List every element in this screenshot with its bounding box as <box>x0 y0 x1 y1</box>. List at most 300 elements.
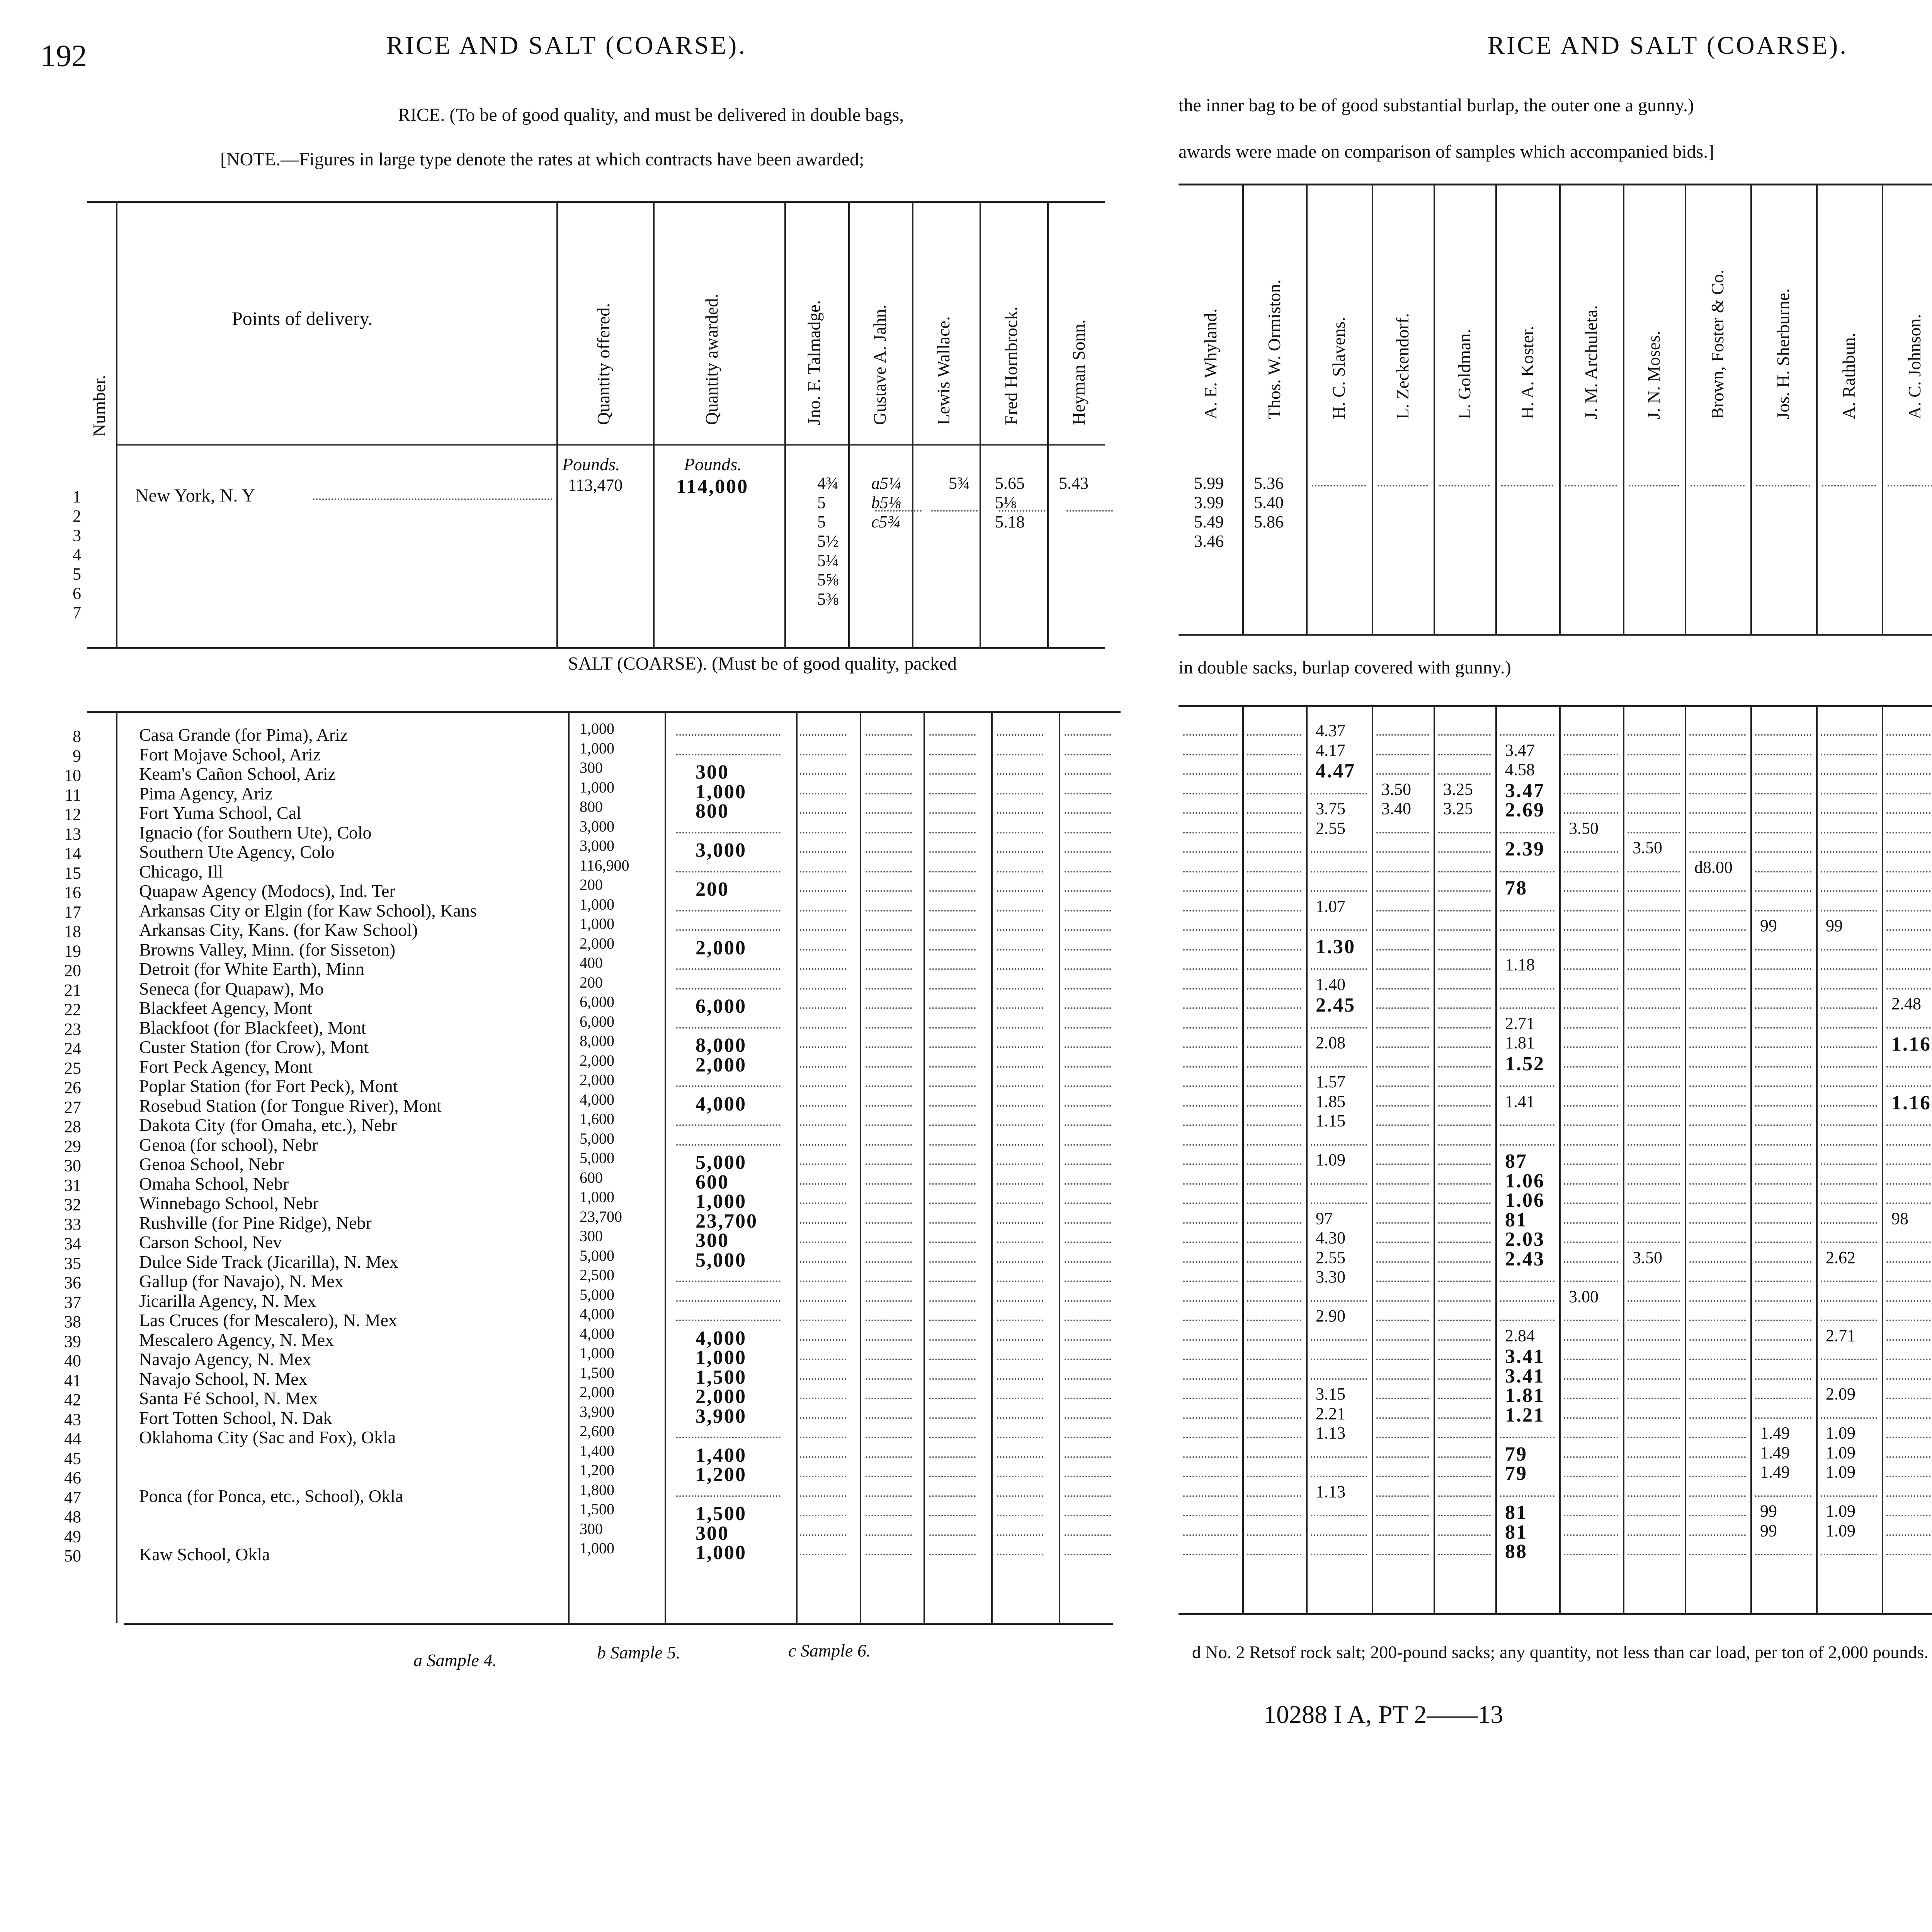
leader-dots <box>676 1085 781 1087</box>
johnson-bid: 1.16 <box>1891 1092 1931 1114</box>
leader-dots <box>1500 910 1554 912</box>
leader-dots <box>1500 929 1554 931</box>
leader-dots <box>1438 1534 1491 1536</box>
quantity-offered: 1,000 <box>580 1188 614 1206</box>
leader-dots <box>1376 1359 1429 1360</box>
leader-dots <box>1065 1202 1111 1204</box>
leader-dots <box>997 1105 1043 1107</box>
leader-dots <box>1438 1183 1491 1185</box>
leader-dots <box>1501 485 1553 486</box>
leader-dots <box>1183 1554 1238 1555</box>
koster-bid: 2.03 <box>1505 1228 1545 1250</box>
whyland-bid: 3.99 <box>1194 493 1224 512</box>
leader-dots <box>1438 1554 1491 1555</box>
talmadge-bid: 5⅝ <box>817 570 838 589</box>
row-number: 35 <box>64 1253 81 1273</box>
quantity-awarded: 300 <box>696 1522 729 1544</box>
left-col-rule-rice <box>848 201 850 647</box>
leader-dots <box>1564 1554 1618 1555</box>
leader-dots <box>1628 1027 1680 1029</box>
leader-dots <box>1564 1534 1618 1536</box>
leader-dots <box>1628 910 1680 912</box>
leader-dots <box>1564 1378 1618 1380</box>
col-right-header: L. Zeckendorf. <box>1393 313 1412 419</box>
leader-dots <box>1564 1085 1618 1087</box>
leader-dots <box>1628 773 1680 775</box>
leader-dots <box>1564 1007 1618 1009</box>
leader-dots <box>1183 1144 1238 1146</box>
point-of-delivery: Rushville (for Pine Ridge), Nebr <box>139 1213 372 1233</box>
row-number: 41 <box>64 1371 81 1390</box>
leader-dots <box>1886 1183 1932 1185</box>
col-right-header: Jos. H. Sherburne. <box>1773 288 1793 419</box>
koster-bid: 81 <box>1505 1209 1527 1231</box>
leader-dots <box>1689 812 1746 814</box>
leader-dots <box>1755 1495 1811 1497</box>
koster-bid: 2.71 <box>1505 1014 1535 1033</box>
point-of-delivery: Southern Ute Agency, Colo <box>139 842 335 862</box>
left-col-rule-rice <box>556 201 558 647</box>
leader-dots <box>1886 1027 1932 1029</box>
leader-dots <box>1755 1027 1811 1029</box>
leader-dots <box>866 1242 912 1243</box>
leader-dots <box>800 1495 846 1497</box>
leader-dots <box>997 1476 1043 1477</box>
leader-dots <box>929 1163 976 1165</box>
leader-dots <box>1183 1339 1238 1341</box>
leader-dots <box>866 1320 912 1321</box>
leader-dots <box>866 1554 912 1555</box>
row-number: 1 <box>73 487 81 506</box>
leader-dots <box>997 793 1043 794</box>
leader-dots <box>1821 754 1877 755</box>
leader-dots <box>1755 851 1811 853</box>
leader-dots <box>1183 773 1238 775</box>
col-right-header: H. C. Slavens. <box>1329 317 1349 419</box>
leader-dots <box>1564 1339 1618 1341</box>
leader-dots <box>997 1417 1043 1419</box>
leader-dots <box>1438 949 1491 951</box>
leader-dots <box>800 1124 846 1126</box>
leader-dots <box>1821 793 1877 794</box>
leader-dots <box>1628 1242 1680 1243</box>
leader-dots <box>1690 485 1745 486</box>
row-number: 42 <box>64 1390 81 1409</box>
left-col-rule-rice <box>980 201 981 647</box>
leader-dots <box>1183 1202 1238 1204</box>
leader-dots <box>1311 1359 1367 1360</box>
row-number: 14 <box>64 844 81 863</box>
leader-dots <box>1755 1261 1811 1263</box>
leader-dots <box>1886 734 1932 736</box>
leader-dots <box>866 812 912 814</box>
leader-dots <box>800 1437 846 1438</box>
quantity-awarded: 3,900 <box>696 1405 747 1427</box>
leader-dots <box>929 1554 976 1555</box>
leader-dots <box>1689 1300 1746 1302</box>
leader-dots <box>1564 1515 1618 1516</box>
leader-dots <box>997 1320 1043 1321</box>
leader-dots <box>1689 1027 1746 1029</box>
talmadge-bid: 4¾ <box>817 474 838 493</box>
leader-dots <box>866 1144 912 1146</box>
leader-dots <box>1438 1339 1491 1341</box>
rath-bid: 2.62 <box>1826 1248 1855 1267</box>
right-rice-note: the inner bag to be of good substantial burlap, the outer one a gunny.) <box>1179 95 1694 116</box>
left-running-head: RICE AND SALT (COARSE). <box>386 31 747 60</box>
leader-dots <box>1438 1105 1491 1107</box>
leader-dots <box>1886 1124 1932 1126</box>
leader-dots <box>1247 1027 1301 1029</box>
leader-dots <box>800 1359 846 1360</box>
left-header-rule <box>116 444 1105 446</box>
leader-dots <box>1886 1261 1932 1263</box>
leader-dots <box>1311 1476 1367 1477</box>
slavens-bid: 4.37 <box>1316 721 1345 740</box>
leader-dots <box>1065 929 1111 931</box>
whyland-bid: 3.46 <box>1194 532 1224 551</box>
whyland-bid: 5.99 <box>1194 474 1224 493</box>
leader-dots <box>997 1242 1043 1243</box>
leader-dots <box>997 1515 1043 1516</box>
leader-dots <box>1755 1222 1811 1224</box>
leader-dots <box>1311 1534 1367 1536</box>
leader-dots <box>313 498 553 500</box>
leader-dots <box>929 734 976 736</box>
point-of-delivery: Detroit (for White Earth), Minn <box>139 959 364 979</box>
leader-dots <box>1376 1183 1429 1185</box>
koster-bid: 3.41 <box>1505 1345 1545 1367</box>
leader-dots <box>1628 1398 1680 1399</box>
leader-dots <box>1886 988 1932 990</box>
point-of-delivery: Genoa School, Nebr <box>139 1154 284 1174</box>
leader-dots <box>1755 871 1811 872</box>
leader-dots <box>929 1456 976 1458</box>
koster-bid: 1.06 <box>1505 1189 1545 1211</box>
leader-dots <box>997 734 1043 736</box>
leader-dots <box>1247 1281 1301 1282</box>
leader-dots <box>1821 1085 1877 1087</box>
left-bottom-rule <box>124 1623 1113 1625</box>
leader-dots <box>997 871 1043 872</box>
row-number: 3 <box>73 526 81 545</box>
right-col-rule-salt <box>1495 705 1497 1613</box>
leader-dots <box>1886 910 1932 912</box>
point-of-delivery: Ignacio (for Southern Ute), Colo <box>139 822 372 842</box>
leader-dots <box>1376 1046 1429 1048</box>
leader-dots <box>1376 890 1429 892</box>
quantity-offered: 200 <box>580 876 603 893</box>
point-of-delivery: Keam's Cañon School, Ariz <box>139 764 336 784</box>
leader-dots <box>1438 1320 1491 1321</box>
leader-dots <box>1564 1281 1618 1282</box>
quantity-offered: 4,000 <box>580 1305 614 1323</box>
leader-dots <box>1564 968 1618 970</box>
leader-dots <box>929 949 976 951</box>
leader-dots <box>1247 949 1301 951</box>
row-number: 45 <box>64 1449 81 1468</box>
col-talmadge: Jno. F. Talmadge. <box>804 300 824 425</box>
leader-dots <box>997 1183 1043 1185</box>
koster-bid: 2.39 <box>1505 838 1545 860</box>
leader-dots <box>1821 1495 1877 1497</box>
leader-dots <box>1065 1066 1111 1068</box>
point-of-delivery: Dakota City (for Omaha, etc.), Nebr <box>139 1115 397 1135</box>
row-number: 12 <box>64 805 81 824</box>
leader-dots <box>676 754 781 755</box>
leader-dots <box>1821 1202 1877 1204</box>
leader-dots <box>1628 793 1680 794</box>
quantity-awarded: 3,000 <box>696 839 747 861</box>
leader-dots <box>1821 949 1877 951</box>
leader-dots <box>1628 1300 1680 1302</box>
wallace-bid: 5¾ <box>949 474 970 493</box>
leader-dots <box>866 1105 912 1107</box>
zeck-bid: 3.40 <box>1381 799 1411 818</box>
leader-dots <box>997 890 1043 892</box>
row-number: 17 <box>64 902 81 922</box>
leader-dots <box>1438 1300 1491 1302</box>
leader-dots <box>800 949 846 951</box>
leader-dots <box>1755 1163 1811 1165</box>
col-right-header: J. M. Archuleta. <box>1581 305 1601 419</box>
leader-dots <box>1564 1437 1618 1438</box>
leader-dots <box>1247 1183 1301 1185</box>
leader-dots <box>929 812 976 814</box>
leader-dots <box>1311 1456 1367 1458</box>
slavens-bid: 1.30 <box>1316 935 1355 958</box>
leader-dots <box>997 929 1043 931</box>
leader-dots <box>1065 734 1111 736</box>
leader-dots <box>866 1456 912 1458</box>
point-of-delivery: Fort Peck Agency, Mont <box>139 1056 313 1077</box>
ormiston-bid: 5.40 <box>1254 493 1284 512</box>
row-number: 34 <box>64 1234 81 1253</box>
leader-dots <box>1564 793 1618 794</box>
leader-dots <box>866 1417 912 1419</box>
leader-dots <box>866 1183 912 1185</box>
quantity-offered: 23,700 <box>580 1208 622 1225</box>
point-of-delivery: Poplar Station (for Fort Peck), Mont <box>139 1076 398 1096</box>
leader-dots <box>1500 988 1554 990</box>
leader-dots <box>1821 1359 1877 1360</box>
footnote-d: d No. 2 Retsof rock salt; 200-pound sacks; any quantity, not less than car load, per ton of 2,000 pounds. <box>1192 1642 1929 1662</box>
leader-dots <box>800 1085 846 1087</box>
quantity-offered: 1,200 <box>580 1461 614 1479</box>
leader-dots <box>997 1066 1043 1068</box>
leader-dots <box>1821 1124 1877 1126</box>
leader-dots <box>997 1437 1043 1438</box>
leader-dots <box>1689 1085 1746 1087</box>
leader-dots <box>1311 851 1367 853</box>
leader-dots <box>1821 910 1877 912</box>
leader-dots <box>676 871 781 872</box>
leader-dots <box>1886 1378 1932 1380</box>
leader-dots <box>997 754 1043 755</box>
quantity-offered: 6,000 <box>580 993 614 1010</box>
leader-dots <box>1689 1124 1746 1126</box>
leader-dots <box>800 1242 846 1243</box>
leader-dots <box>1376 1222 1429 1224</box>
leader-dots <box>1755 1417 1811 1419</box>
leader-dots <box>1755 793 1811 794</box>
slavens-bid: 2.21 <box>1316 1404 1345 1423</box>
leader-dots <box>1311 1300 1367 1302</box>
leader-dots <box>1065 1144 1111 1146</box>
leader-dots <box>1376 1300 1429 1302</box>
leader-dots <box>929 1242 976 1243</box>
leader-dots <box>1564 1046 1618 1048</box>
quantity-offered: 5,000 <box>580 1129 614 1147</box>
leader-dots <box>1247 1066 1301 1068</box>
leader-dots <box>1500 1085 1554 1087</box>
quantity-awarded: 2,000 <box>696 1386 747 1408</box>
leader-dots <box>1821 1281 1877 1282</box>
leader-dots <box>1755 1105 1811 1107</box>
leader-dots <box>1755 1242 1811 1243</box>
leader-dots <box>997 1554 1043 1555</box>
leader-dots <box>866 1339 912 1341</box>
leader-dots <box>929 871 976 872</box>
leader-dots <box>1376 1554 1429 1555</box>
leader-dots <box>929 754 976 755</box>
leader-dots <box>1886 773 1932 775</box>
quantity-offered: 600 <box>580 1168 603 1186</box>
footnote-c: c Sample 6. <box>788 1641 871 1660</box>
koster-bid: 2.43 <box>1505 1248 1545 1270</box>
leader-dots <box>1755 1066 1811 1068</box>
leader-dots <box>1065 1359 1111 1360</box>
quantity-offered: 1,400 <box>580 1442 614 1459</box>
point-of-delivery: Rosebud Station (for Tongue River), Mont <box>139 1095 442 1116</box>
slavens-bid: 4.17 <box>1316 740 1345 760</box>
point-of-delivery: Pima Agency, Ariz <box>139 783 273 803</box>
leader-dots <box>1755 949 1811 951</box>
leader-dots <box>1311 1183 1367 1185</box>
leader-dots <box>1065 1183 1111 1185</box>
koster-bid: 3.47 <box>1505 779 1545 802</box>
leader-dots <box>997 1144 1043 1146</box>
leader-dots <box>800 1046 846 1048</box>
right-col-rule-rice <box>1559 184 1561 634</box>
leader-dots <box>1247 1437 1301 1438</box>
col-right-header: A. C. Johnson. <box>1905 314 1924 419</box>
point-of-delivery: Fort Mojave School, Ariz <box>139 744 321 764</box>
point-of-delivery: Las Cruces (for Mescalero), N. Mex <box>139 1310 398 1330</box>
leader-dots <box>1564 1222 1618 1224</box>
quantity-awarded: 23,700 <box>696 1210 758 1232</box>
leader-dots <box>1628 1105 1680 1107</box>
leader-dots <box>1628 1281 1680 1282</box>
leader-dots <box>1821 1046 1877 1048</box>
rath-bid: 2.09 <box>1826 1384 1855 1403</box>
leader-dots <box>1183 1183 1238 1185</box>
leader-dots <box>1689 1417 1746 1419</box>
leader-dots <box>1311 1554 1367 1555</box>
right-top-rule <box>1179 184 1932 185</box>
leader-dots <box>800 754 846 755</box>
point-of-delivery: Carson School, Nev <box>139 1232 282 1252</box>
leader-dots <box>1689 1378 1746 1380</box>
leader-dots <box>1247 1339 1301 1341</box>
leader-dots <box>1065 773 1111 775</box>
leader-dots <box>1376 1534 1429 1536</box>
leader-dots <box>1183 949 1238 951</box>
right-col-rule-rice <box>1495 184 1497 634</box>
leader-dots <box>1065 812 1111 814</box>
quantity-awarded: 1,200 <box>696 1464 747 1486</box>
koster-bid: 4.58 <box>1505 760 1535 779</box>
leader-dots <box>1821 812 1877 814</box>
koster-bid: 1.81 <box>1505 1033 1535 1052</box>
leader-dots <box>1564 773 1618 775</box>
leader-dots <box>866 988 912 990</box>
left-page-number: 192 <box>41 39 87 73</box>
point-of-delivery: Blackfoot (for Blackfeet), Mont <box>139 1017 366 1037</box>
leader-dots <box>1821 1378 1877 1380</box>
leader-dots <box>1376 773 1429 775</box>
leader-dots <box>866 773 912 775</box>
leader-dots <box>929 793 976 794</box>
leader-dots <box>1628 1554 1680 1555</box>
leader-dots <box>1183 968 1238 970</box>
leader-dots <box>1628 1359 1680 1360</box>
quantity-awarded: 4,000 <box>696 1093 747 1115</box>
leader-dots <box>1886 1398 1932 1399</box>
row-number: 50 <box>64 1546 81 1565</box>
koster-bid: 1.06 <box>1505 1170 1545 1192</box>
leader-dots <box>1376 1261 1429 1263</box>
leader-dots <box>866 1222 912 1224</box>
leader-dots <box>1689 968 1746 970</box>
leader-dots <box>1438 1456 1491 1458</box>
leader-dots <box>929 1515 976 1516</box>
leader-dots <box>1886 1359 1932 1360</box>
leader-dots <box>1065 1398 1111 1399</box>
leader-dots <box>1689 1398 1746 1399</box>
leader-dots <box>1247 1359 1301 1360</box>
johnson-bid: 98 <box>1891 1209 1908 1228</box>
leader-dots <box>1689 1144 1746 1146</box>
leader-dots <box>1247 1105 1301 1107</box>
leader-dots <box>1564 1359 1618 1360</box>
leader-dots <box>1065 793 1111 794</box>
row-number: 22 <box>64 1000 81 1019</box>
koster-bid: 79 <box>1505 1443 1527 1465</box>
leader-dots <box>1689 754 1746 755</box>
leader-dots <box>929 988 976 990</box>
col-right-header: Brown, Foster & Co. <box>1708 269 1727 419</box>
leader-dots <box>1183 1534 1238 1536</box>
leader-dots <box>1564 988 1618 990</box>
leader-dots <box>1247 1046 1301 1048</box>
leader-dots <box>1755 1554 1811 1555</box>
leader-dots <box>1689 1515 1746 1516</box>
col-right-header: A. Rathbun. <box>1839 333 1859 419</box>
leader-dots <box>1311 1066 1367 1068</box>
right-col-rule-rice <box>1372 184 1373 634</box>
leader-dots <box>1065 1085 1111 1087</box>
leader-dots <box>1821 1554 1877 1555</box>
leader-dots <box>1438 1398 1491 1399</box>
sherb-bid: 99 <box>1760 1502 1777 1520</box>
johnson-bid: 1.16 <box>1891 1033 1931 1055</box>
leader-dots <box>1628 1007 1680 1009</box>
leader-dots <box>800 1007 846 1009</box>
leader-dots <box>929 1359 976 1360</box>
leader-dots <box>929 1495 976 1497</box>
leader-dots <box>1065 1515 1111 1516</box>
